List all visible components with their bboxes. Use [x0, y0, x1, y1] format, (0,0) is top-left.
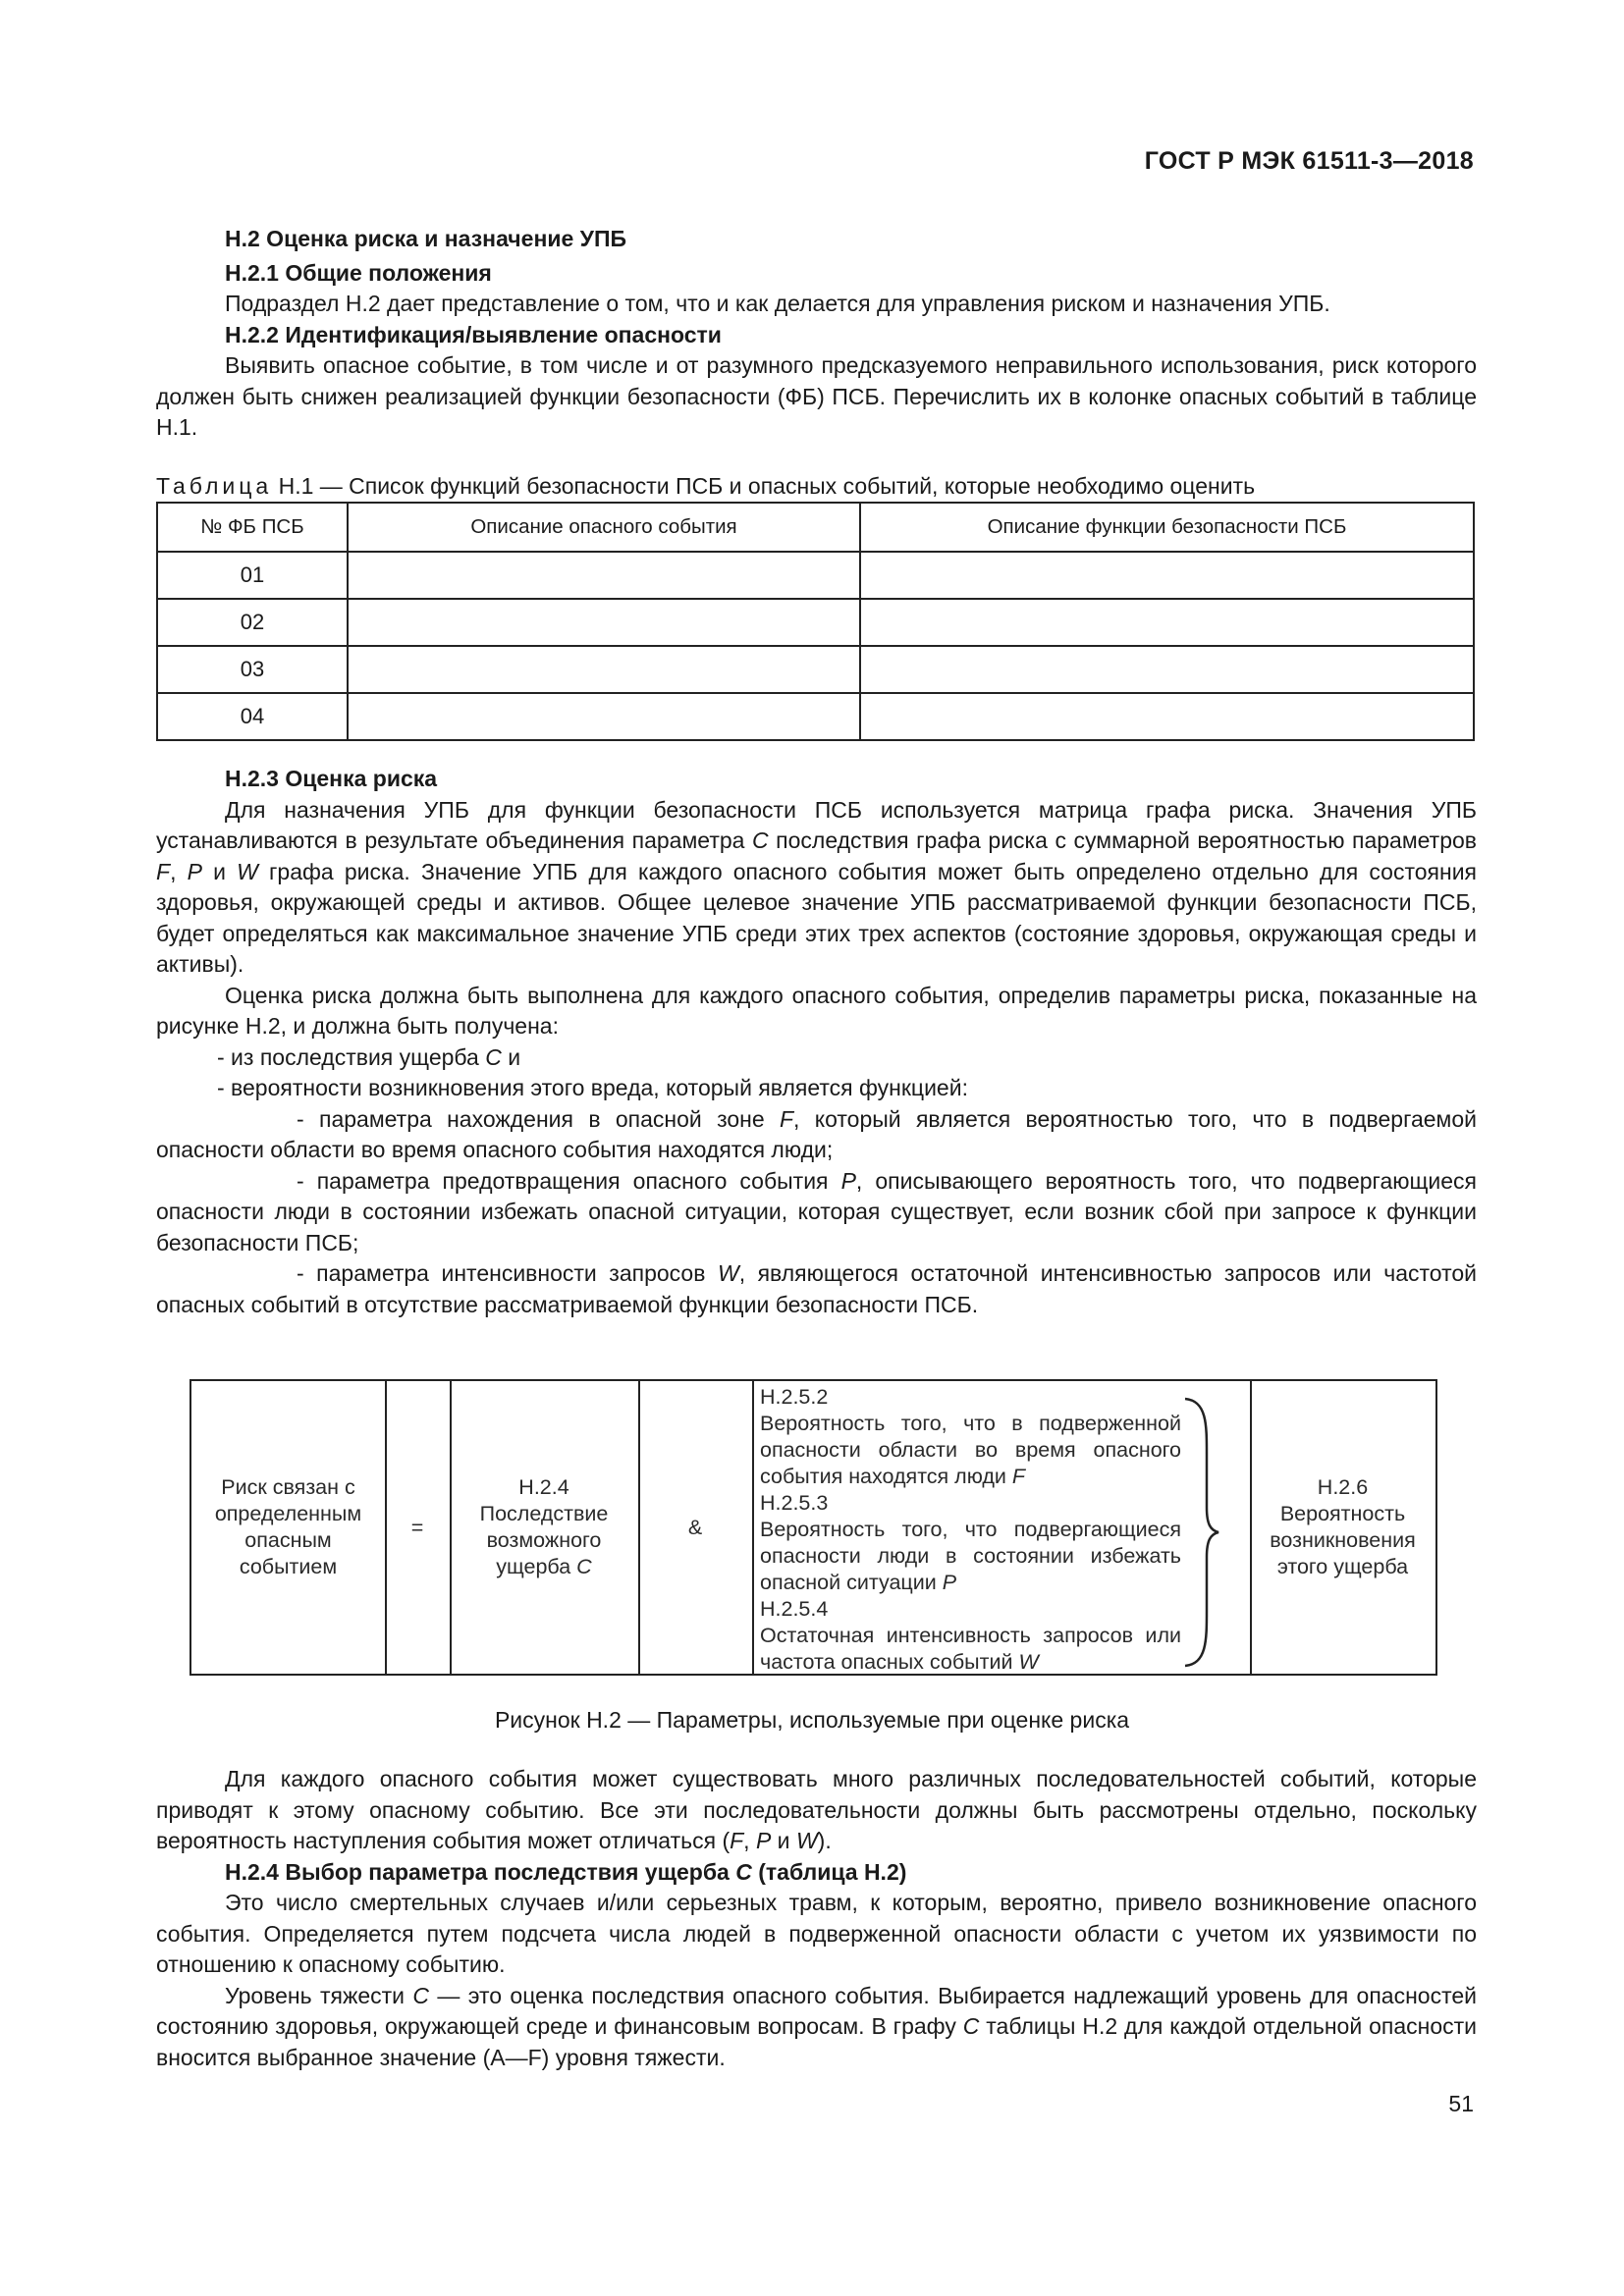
row-number: 04 [157, 693, 348, 740]
table-cell [860, 646, 1474, 693]
column-header: Описание функции безопасности ПСБ [860, 503, 1474, 552]
table-cell [348, 552, 860, 599]
table-cell [348, 646, 860, 693]
page-number: 51 [1448, 2091, 1474, 2116]
sub-list-item: - параметра нахождения в опасной зоне F, который является вероятностью того, что в подвергаемой опасности области во время опасного события находятся люди; [156, 1105, 1477, 1162]
section-h21-text: Подраздел H.2 дает представление о том, что и как делается для управления риском и назначения УПБ. [225, 291, 1330, 316]
sub-list-item: - параметра интенсивности запросов W, являющегося остаточной интенсивностью запросов или частотой опасных событий в отсутствие рассматриваемой функции безопасности ПСБ. [156, 1260, 1477, 1317]
figure-cell-result: H.2.6 Вероятность возникновения этого ущерба [1270, 1475, 1416, 1578]
table-row [157, 599, 1474, 646]
table-caption-text: H.1 — Список функций безопасности ПСБ и опасных событий, которые необходимо оценить [278, 472, 1256, 499]
table-caption [156, 471, 1477, 503]
paragraph: Уровень тяжести C — это оценка последствия опасного события. Выбирается надлежащий уровень для опасностей состоянию здоровья, окружающей среде и финансовым вопросам. В графу C таблицы H.2 для каждой отдельной опасности вносится выбранное значение (A—F) уровня тяжести. [156, 1982, 1478, 2070]
table-cell [348, 693, 860, 740]
figure-h2 [189, 1379, 1437, 1676]
sub-list-item: - параметра предотвращения опасного события P, описывающего вероятность того, что подвергающиеся опасности люди в состоянии избежать опасной ситуации, которая существует, если возник сбой при запросе к функции безопасности ПСБ; [156, 1167, 1477, 1255]
table-cell [348, 599, 860, 646]
table-row [157, 693, 1474, 740]
list-item: - из последствия ущерба C и [217, 1043, 521, 1070]
section-h24-title: H.2.4 Выбор параметра последствия ущерба C (таблица H.2) [225, 1858, 907, 1885]
list-item: - вероятности возникновения этого вреда, который является функцией: [217, 1075, 968, 1100]
table-cell [860, 693, 1474, 740]
paragraph: Это число смертельных случаев и/или серьезных травм, к которым, вероятно, привело возникновение опасного события. Определяется путем подсчета числа людей в подверженной опасности области с учетом их уязвимости по отношению к опасному событию. [156, 1890, 1477, 1977]
row-number: 02 [157, 599, 348, 646]
section-h22-title: H.2.2 Идентификация/выявление опасности [225, 321, 722, 347]
paragraph: Для каждого опасного события может существовать много различных последовательностей событий, которые приводят к этому опасному событию. Все эти последовательности должны быть рассмотрены отдельно, поскольку вероятность наступления события может отличаться (F, P и W). [156, 1766, 1477, 1853]
main-text-top [156, 224, 1477, 1320]
table-row [157, 646, 1474, 693]
figure-cell-equals: = [385, 1381, 452, 1674]
section-h2-title: H.2 Оценка риска и назначение УПБ [225, 226, 627, 251]
table-row [157, 552, 1474, 599]
table-cell [860, 599, 1474, 646]
column-header: № ФБ ПСБ [157, 503, 348, 552]
figure-cell-risk: Риск связан с определенным опасным событием [191, 1381, 387, 1674]
figure-cell-amp: & [638, 1381, 754, 1674]
section-h23-title: H.2.3 Оценка риска [225, 766, 438, 791]
running-header: ГОСТ Р МЭК 61511-3—2018 [1144, 147, 1474, 175]
curly-brace-icon [1181, 1395, 1220, 1670]
section-h21-title: H.2.1 Общие положения [225, 259, 492, 286]
row-number: 01 [157, 552, 348, 599]
figure-cell-consequence: H.2.4 Последствие возможного ущерба C [450, 1381, 640, 1674]
section-h23-para1: Для назначения УПБ для функции безопасности ПСБ используется матрица графа риска. Значения УПБ устанавливаются в результате объединения параметра C последствия графа риска с суммарной вероятностью параметров F, P и W графа риска. Значение УПБ для каждого опасного события может быть определено отдельно для состояния здоровья, окружающей среды и активов. Общее целевое значение УПБ рассматриваемой функции безопасности ПСБ, будет определяться как максимальное значение УПБ среди этих трех аспектов (состояние здоровья, окружающая среды и активы). [156, 796, 1477, 977]
table-cell [860, 552, 1474, 599]
main-text-bottom [156, 1764, 1477, 2073]
row-number: 03 [157, 646, 348, 693]
column-header: Описание опасного события [348, 503, 860, 552]
table-caption-prefix: Таблица [156, 472, 273, 499]
table-header-row [157, 503, 1474, 552]
section-h22-text: Выявить опасное событие, в том числе и от разумного предсказуемого неправильного использования, риск которого должен быть снижен реализацией функции безопасности (ФБ) ПСБ. Перечислить их в колонке опасных событий в таблице H.1. [156, 352, 1477, 440]
figure-cell-probabilities: H.2.5.2 Вероятность того, что в подверженной опасности области во время опасного события находятся люди F H.2.5.3 Вероятность того, что подвергающиеся опасности люди в состоянии избежать опасной ситуации P H.2.5.4 Остаточная интенсивность запросов или частота опасных событий W [752, 1381, 1252, 1674]
section-h23-para2: Оценка риска должна быть выполнена для каждого опасного события, определив параметры риска, показанные на рисунке H.2, и должна быть получена: [156, 982, 1477, 1039]
table-h1 [156, 502, 1475, 741]
figure-caption: Рисунок H.2 — Параметры, используемые при оценке риска [494, 1707, 1130, 1733]
